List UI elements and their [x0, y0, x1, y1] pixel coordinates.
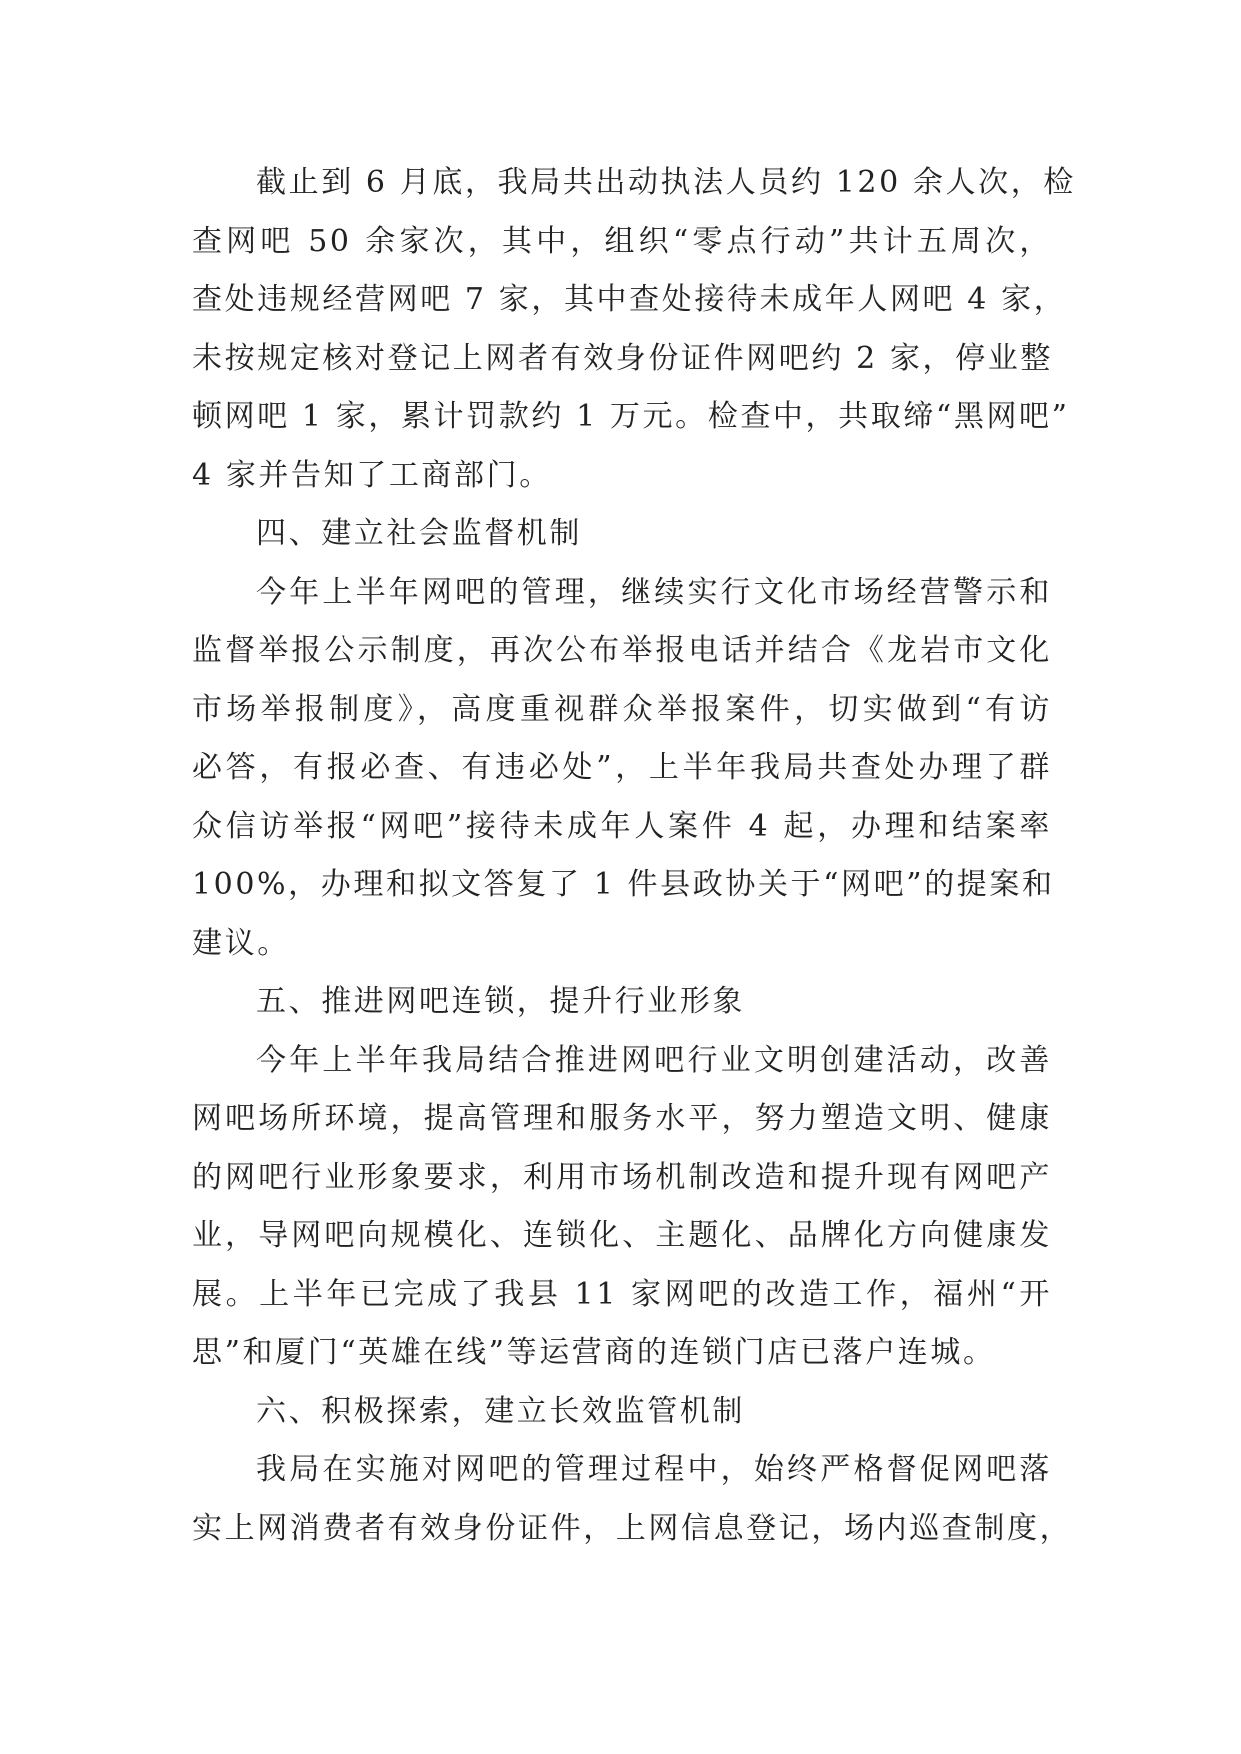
text-line: 今年上半年我局结合推进网吧行业文明创建活动，改善: [256, 1042, 1052, 1078]
text-line: 市场举报制度》，高度重视群众举报案件，切实做到“有访: [192, 691, 1052, 727]
text-line: 众信访举报“网吧”接待未成年人案件 4 起，办理和结案率: [192, 808, 1052, 844]
text-line: 监督举报公示制度，再次公布举报电话并结合《龙岩市文化: [192, 633, 1052, 668]
heading-text: 五、推进网吧连锁，提升行业形象: [256, 984, 745, 1019]
text-line: 查网吧 50 余家次，其中，组织“零点行动”共计五周次，: [192, 223, 1052, 259]
heading-text: 四、建立社会监督机制: [256, 516, 582, 551]
paragraph-chain-promotion: [192, 1032, 1052, 1383]
section-heading-5: [192, 973, 1052, 1032]
section-heading-4: [192, 505, 1052, 564]
text-line: 今年上半年网吧的管理，继续实行文化市场经营警示和: [256, 574, 1052, 610]
paragraph-long-term-supervision: [192, 1441, 1073, 1558]
text-line: 未按规定核对登记上网者有效身份证件网吧约 2 家，停业整: [192, 340, 1053, 376]
text-line: 必答，有报必查、有违必处”，上半年我局共查处办理了群: [192, 750, 1052, 785]
paragraph-enforcement-stats: [192, 154, 1076, 505]
document-body: [192, 154, 1076, 1558]
text-line: 顿网吧 1 家，累计罚款约 1 万元。检查中，共取缔“黑网吧”: [192, 399, 1070, 434]
text-line: 100%，办理和拟文答复了 1 件县政协关于“网吧”的提案和: [192, 867, 1055, 902]
text-line: 我局在实施对网吧的管理过程中，始终严格督促网吧落: [256, 1452, 1052, 1487]
text-line: 业，导网吧向规模化、连锁化、主题化、品牌化方向健康发: [192, 1218, 1052, 1253]
section-heading-6: [192, 1383, 1052, 1442]
text-line: 网吧场所环境，提高管理和服务水平，努力塑造文明、健康: [192, 1101, 1052, 1136]
text-line: 展。上半年已完成了我县 11 家网吧的改造工作，福州“开: [192, 1276, 1052, 1312]
text-line: 查处违规经营网吧 7 家，其中查处接待未成年人网吧 4 家，: [192, 282, 1067, 317]
text-line: 思”和厦门“英雄在线”等运营商的连锁门店已落户连城。: [192, 1335, 996, 1370]
text-line: 实上网消费者有效身份证件，上网信息登记，场内巡查制度，: [192, 1510, 1073, 1546]
text-line: 的网吧行业形象要求，利用市场机制改造和提升现有网吧产: [192, 1159, 1052, 1195]
paragraph-social-supervision: [192, 564, 1055, 974]
text-line: 截止到 6 月底，我局共出动执法人员约 120 余人次，检: [256, 165, 1076, 200]
heading-text: 六、积极探索，建立长效监管机制: [256, 1393, 745, 1429]
text-line: 建议。: [192, 925, 290, 961]
text-line: 4 家并告知了工商部门。: [192, 457, 552, 493]
